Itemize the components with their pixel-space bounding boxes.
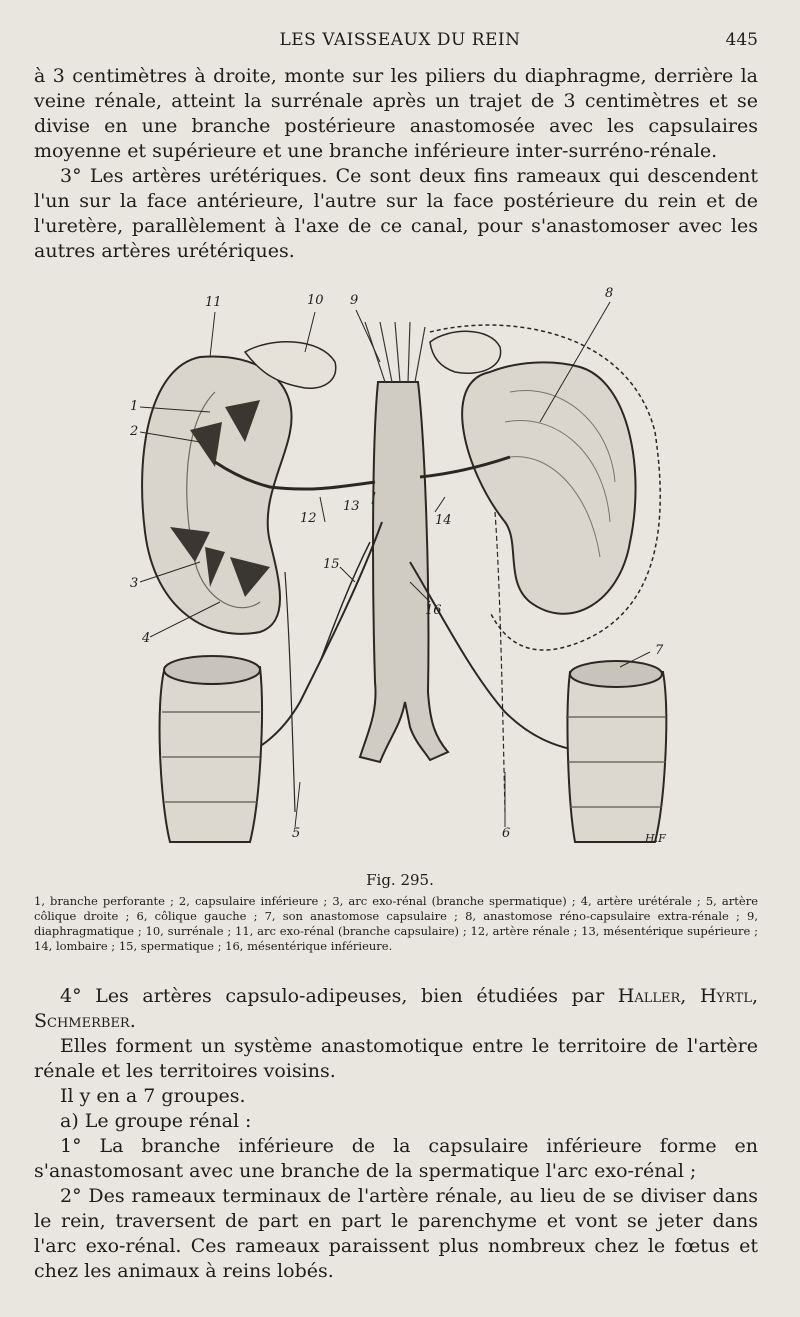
author-separator-2: , [751,985,758,1007]
author-haller: Haller [617,985,681,1007]
aorta [360,382,448,762]
label-14: 14 [435,513,452,528]
running-head [0,28,800,52]
right-adrenal-gland [430,331,501,373]
paragraph-continuation: à 3 centimètres à droite, monte sur les piliers du diaphragme, derrière la veine rénale, atteint la surrénale après un trajet de 3 centimètres et se divise en une branche postérieure anastomosée avec les capsulaires moyenne et supérieure et une branche inférieure inter-surréno-rénale. [34,65,758,162]
bottom-text-block [34,984,758,1284]
figure-caption: 1, branche perforante ; 2, capsulaire inférieure ; 3, arc exo-rénal (branche spermatique) ; 4, artère urétérale ; 5, artère côlique droite ; 6, côlique gauche ; 7, son anastomose capsulaire ; 8, anastomose réno-capsulaire extra-rénale ; 9, diaphragmatique ; 10, surrénale ; 11, arc exo-rénal (branche capsulaire) ; 12, artère rénale ; 13, mésentérique supérieure ; 14, lombaire ; 15, spermatique ; 16, mésentérique inférieure. [34,894,758,953]
ascending-colon-opening [164,656,260,684]
running-title: LES VAISSEAUX DU REIN [279,30,521,50]
paragraph-anastomotic-system: Elles forment un système anastomotique entre le territoire de l'artère rénale et les territoires voisins. [34,1035,758,1082]
anatomical-figure [110,282,700,850]
label-2: 2 [130,424,139,439]
diaphragm-pillars [365,322,425,382]
ureter-left [285,572,295,812]
paragraph-seven-groups: Il y en a 7 groupes. [60,1085,246,1107]
right-kidney [462,362,635,613]
author-separator-1: , [680,985,700,1007]
kidney-vessels-illustration [110,282,700,850]
label-10: 10 [307,293,324,308]
paragraph-item-2: 2° Des rameaux terminaux de l'artère rénale, au lieu de se diviser dans le rein, traversent de part en part le parenchyme et vont se jeter dans l'arc exo-rénal. Ces rameaux paraissent plus nombreux chez le fœtus et chez les animaux à reins lobés. [34,1185,758,1282]
paragraph-capsulo-adipose-end: . [129,1010,136,1032]
label-5: 5 [292,826,301,841]
label-6: 6 [502,826,511,841]
left-kidney [142,356,291,633]
descending-colon-opening [570,661,662,687]
ascending-colon [160,667,262,842]
author-hyrtl: Hyrtl [699,985,752,1007]
label-1: 1 [130,399,139,414]
figure-number: Fig. 295. [366,871,434,889]
ureter-right [495,512,505,812]
label-15: 15 [323,557,340,572]
paragraph-capsulo-adipose-lead: 4° Les artères capsulo-adipeuses, bien étudiées par [60,985,618,1007]
label-11: 11 [205,295,222,310]
top-text-block [34,64,758,264]
author-schmerber: Schmerber [34,1010,130,1032]
label-7: 7 [655,643,664,658]
label-16: 16 [425,603,442,618]
descending-colon [568,672,667,842]
label-4: 4 [142,631,151,646]
label-9: 9 [350,293,359,308]
paragraph-item-1: 1° La branche inférieure de la capsulaire inférieure forme en s'anastomosant avec une branche de la spermatique l'arc exo-rénal ; [34,1135,758,1182]
label-8: 8 [605,286,614,301]
label-3: 3 [130,576,139,591]
illustrator-signature: H.F [645,832,666,845]
paragraph-ureteric-arteries: 3° Les artères urétériques. Ce sont deux fins rameaux qui descendent l'un sur la face antérieure, l'autre sur la face postérieure du rein et de l'uretère, parallèlement à l'axe de ce canal, pour s'anastomoser avec les autres artères urétériques. [34,165,758,262]
paragraph-capsulo-adipose [34,984,758,1034]
page-number: 445 [725,30,758,50]
label-13: 13 [343,499,360,514]
paragraph-renal-group: a) Le groupe rénal : [60,1110,252,1132]
label-12: 12 [300,511,317,526]
